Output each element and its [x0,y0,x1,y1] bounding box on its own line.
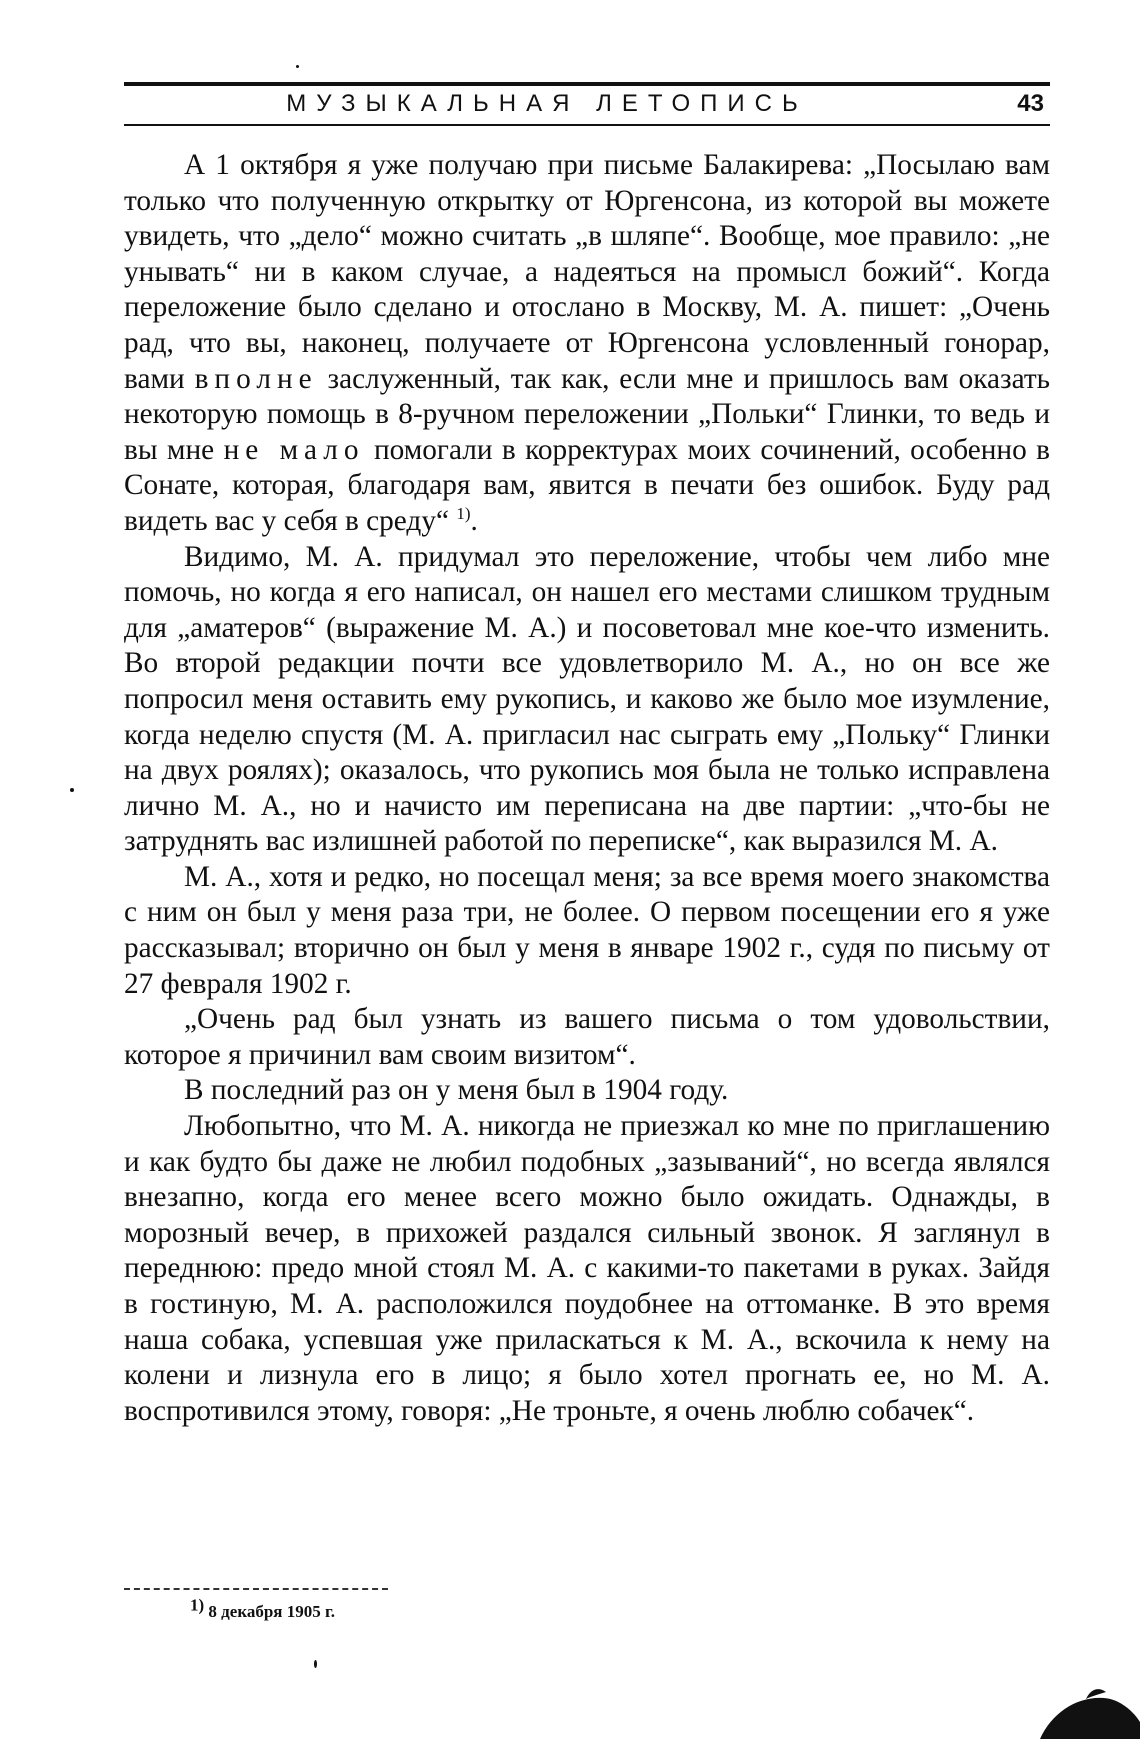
print-speck [314,1660,317,1668]
footnote-marker: 1) [190,1595,205,1615]
paragraph-1 [124,148,1050,540]
footnote [190,1595,336,1622]
print-speck [70,788,74,792]
paragraph-1-text-a: А 1 октября я уже получаю при письме Балакирева: „Посылаю вам только что полученную открытку от Юргенсона, из которой вы можете увидеть, что „дело“ можно считать „в шляпе“. Вообще, мое правило: „не унывать“ ни в каком случае, а надеяться на промысл божий“. Когда переложение было сделано и отослано в Москву, М. А. пишет: „Очень рад, что вы, наконец, получаете от Юргенсона условленный гонорар, вами [124,149,1050,395]
footnote-text: 8 декабря 1905 г. [208,1602,336,1621]
corner-ink-blot-icon [1032,1672,1140,1739]
paragraph-3: М. А., хотя и редко, но посещал меня; за все время моего знакомства с ним он был у меня раза три, не более. О первом посещении его я уже рассказывал; вторично он был у меня в январе 1902 г., судя по письму от 27 февраля 1902 г. [124,860,1050,1000]
print-speck [296,65,299,68]
body-text [124,148,1050,1429]
footnote-divider [124,1588,388,1590]
running-title: МУЗЫКАЛЬНАЯ ЛЕТОПИСЬ [286,90,808,117]
paragraph-6: Любопытно, что М. А. никогда не приезжал ко мне по приглашению и как будто бы даже не любил подобных „зазываний“, но всегда являлся внезапно, когда его менее всего можно было ожидать. Однажды, в морозный вечер, в прихожей раздался сильный звонок. Я заглянул в переднюю: предо мной стоял М. А. с какими-то пакетами в руках. Зайдя в гостиную, М. А. расположился поудобнее на оттоманке. В это время наша собака, успевшая уже приласкаться к М. А., вскочила к нему на колени и лизнула его в лицо; я было хотел прогнать ее, но М. А. воспротивился этому, говоря: „Не троньте, я очень люблю собачек“. [124,1110,1050,1427]
paragraph-5: В последний раз он у меня был в 1904 году. [184,1074,729,1107]
paragraph-4: „Очень рад был узнать из вашего письма о том удовольствии, которое я причинил вам своим визитом“. [124,1003,1050,1071]
paragraph-2: Видимо, М. А. придумал это переложение, чтобы чем либо мне помочь, но когда я его написал, он нашел его местами слишком трудным для „аматеров“ (выражение М. А.) и посоветовал мне кое-что изменить. Во второй редакции почти все удовлетворило М. А., но он все же попросил меня оставить ему рукопись, и каково же было мое изумление, когда неделю спустя (М. А. пригласил нас сыграть ему „Польку“ Глинки на двух роялях); оказалось, что рукопись моя была не только исправлена лично М. А., но и начисто им переписана на две партии: „что-бы не затруднять вас излишней работой по переписке“, как выразился М. А. [124,540,1050,858]
paragraph-1-text-b: заслуженный, так как, если мне и пришлось вам оказать некоторую помощь в 8-ручном переложении „Польки“ Глинки, то ведь и вы мне [124,362,1050,466]
emphasis-vpolne: вполне [194,362,318,395]
footnote-reference: 1) [456,504,471,524]
paragraph-1-text-d: . [470,504,478,537]
page-header [124,82,1050,126]
paragraph-1-text-c: помогали в корректурах моих сочинений, особенно в Сонате, которая, благодаря вам, явится в печати без ошибок. Буду рад видеть вас у себя в среду“ [124,433,1050,537]
page-number: 43 [1017,90,1044,117]
emphasis-ne-malo: не мало [223,433,365,466]
